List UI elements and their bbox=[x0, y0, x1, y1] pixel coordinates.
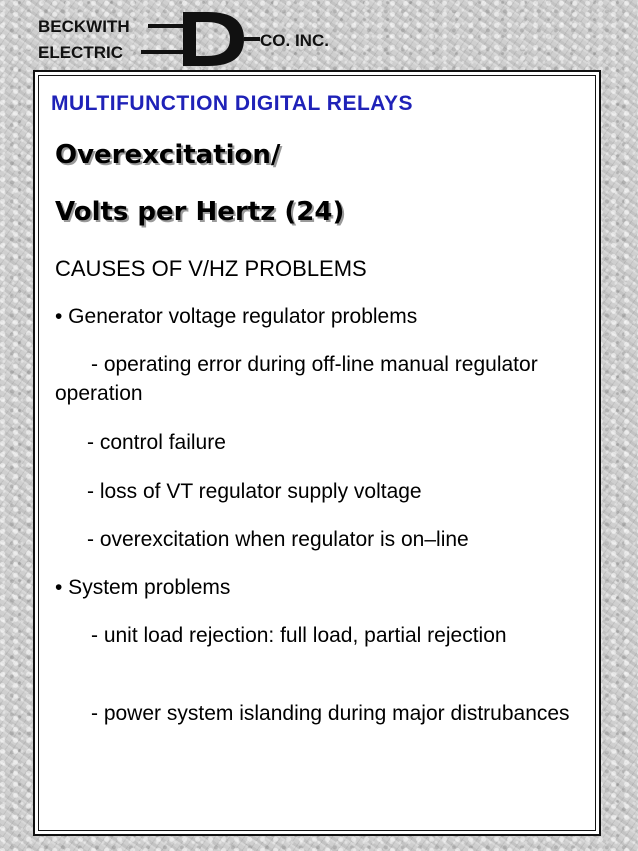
logo-line1: BECKWITH bbox=[38, 17, 130, 36]
logo-line2: ELECTRIC bbox=[38, 43, 123, 62]
sub-item-islanding: - power system islanding during major distrubances bbox=[91, 702, 570, 725]
sub-item-control-failure: - control failure bbox=[87, 431, 226, 454]
bullet-system-problems: • System problems bbox=[55, 576, 231, 599]
sub-item-vt-loss: - loss of VT regulator supply voltage bbox=[87, 480, 422, 503]
causes-heading: CAUSES OF V/HZ PROBLEMS bbox=[55, 256, 367, 281]
section-header: MULTIFUNCTION DIGITAL RELAYS bbox=[51, 92, 414, 115]
logo-d-mark bbox=[183, 12, 244, 66]
sub-item-overexcitation: - overexcitation when regulator is on–line bbox=[87, 528, 469, 551]
logo-graphic bbox=[38, 8, 338, 68]
sub-item-load-rejection: - unit load rejection: full load, partial rejection bbox=[91, 624, 507, 647]
logo-suffix: CO. INC. bbox=[260, 31, 329, 50]
company-logo bbox=[38, 8, 338, 68]
sub-item-operating-error: - operating error during off-line manual regulator operation bbox=[55, 353, 538, 405]
title-line-2: Volts per Hertz (24) bbox=[55, 197, 345, 227]
content-panel bbox=[33, 70, 601, 836]
bullet-voltage-regulator: • Generator voltage regulator problems bbox=[55, 305, 418, 328]
title-line-1: Overexcitation/ bbox=[55, 140, 281, 170]
